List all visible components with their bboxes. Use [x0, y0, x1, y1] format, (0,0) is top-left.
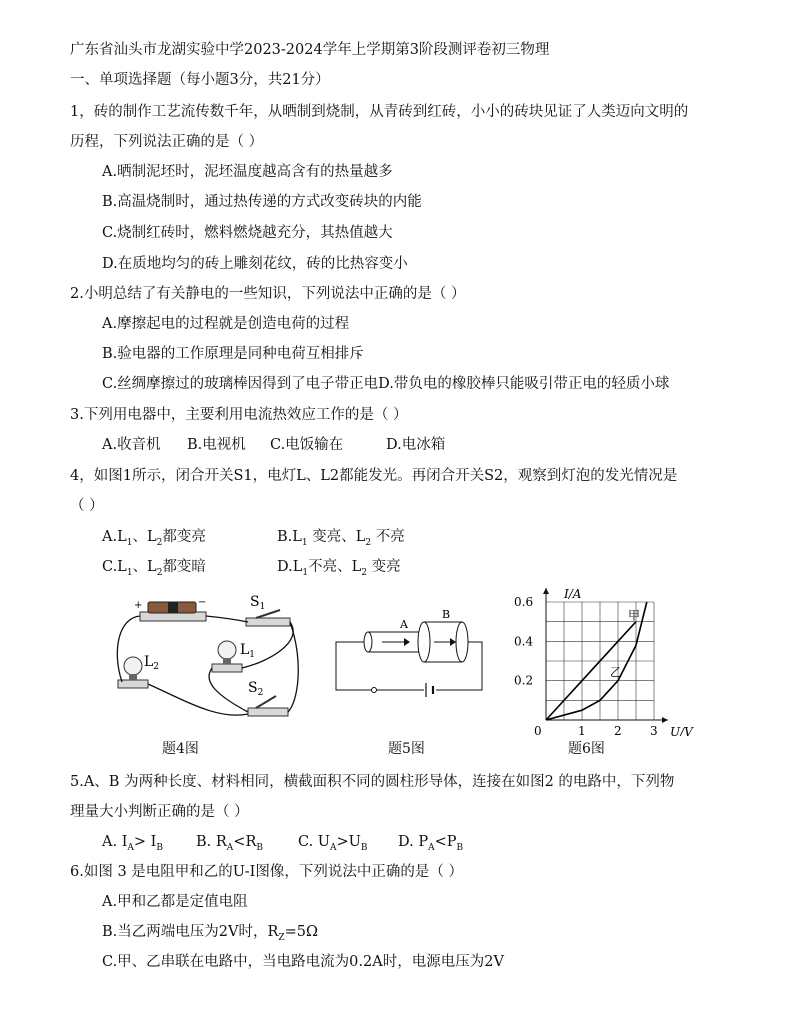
q5-option-c: C. $U_A>U_B$ — [298, 834, 368, 853]
q6-stem: 6.如图 3 是电阻甲和乙的U-I图像，下列说法中正确的是（ ） — [70, 864, 463, 880]
q1-option-d: D.在质地均匀的砖上雕刻花纹，砖的比热容变小 — [102, 256, 408, 272]
figure-5-circuit — [330, 608, 490, 698]
q3-option-b: B.电视机 — [187, 437, 246, 453]
figure-4-circuit — [108, 592, 308, 722]
wire — [242, 622, 293, 668]
x-tick-label: 1 — [578, 724, 586, 736]
q3-option-c: C.电饭输在 — [270, 437, 344, 453]
series-label: 乙 — [610, 665, 623, 680]
switch-s1-label: $S_1$ — [250, 594, 266, 612]
q4-stem-line2: （ ） — [70, 498, 104, 514]
q5-option-b: B. $R_A<R_B$ — [196, 834, 263, 853]
label-a: A — [400, 618, 408, 631]
y-tick-label: 0.6 — [514, 595, 534, 609]
battery-minus: − — [198, 597, 207, 608]
series-label: 甲 — [628, 608, 641, 623]
q1-stem-line2: 历程，下列说法正确的是（ ） — [70, 134, 264, 150]
lamp-l2-bulb — [124, 657, 142, 675]
figure-6-caption: 题6图 — [568, 741, 605, 757]
switch-s2-label: $S_2$ — [248, 680, 264, 698]
lamp-l2-label: $L_2$ — [144, 654, 160, 672]
q6-option-c: C.甲、乙串联在电路中，当电路电流为0.2A时，电源电压为2V — [102, 954, 504, 970]
wire — [209, 668, 248, 712]
figure-5-caption: 题5图 — [388, 741, 425, 757]
q6-option-a: A.甲和乙都是定值电阻 — [102, 894, 248, 910]
q1-option-b: B.高温烧制时，通过热传递的方式改变砖块的内能 — [102, 194, 422, 210]
q5-stem-line2: 理量大小判断正确的是（ ） — [70, 804, 249, 820]
lamp-l1-base — [212, 664, 242, 672]
switch-s2-base — [248, 708, 288, 716]
q4-option-d: $D.L_1$不亮、$L_2$ 变亮 — [277, 559, 401, 578]
figure-6-chart — [510, 586, 700, 736]
q2-option-a: A.摩擦起电的过程就是创造电荷的过程 — [102, 316, 350, 332]
q6-option-b: B.当乙两端电压为2V时，$R_Z=5\Omega$ — [102, 924, 319, 943]
q4-option-c: $C.L_1$、$L_2$都变暗 — [102, 559, 206, 578]
q1-option-a: A.晒制泥坯时，泥坯温度越高含有的热量越多 — [102, 164, 393, 180]
q5-option-d: D. $P_A<P_B$ — [398, 834, 464, 853]
lamp-l1-bulb — [218, 641, 236, 659]
q1-option-c: C.烧制红砖时，燃料燃烧越充分，其热值越大 — [102, 225, 393, 241]
q4-option-b: $B.L_1$ 变亮、$L_2$ 不亮 — [277, 529, 405, 548]
page-title: 广东省汕头市龙湖实验中学2023-2024学年上学期第3阶段测评卷初三物理 — [70, 42, 550, 58]
q3-option-d: D.电冰箱 — [386, 437, 446, 453]
x-axis-label: U/V — [670, 725, 693, 736]
wire — [206, 616, 248, 622]
y-axis-label: I/A — [564, 587, 582, 601]
q4-option-a: $A.L_1$、$L_2$都变亮 — [102, 529, 206, 548]
wire — [148, 684, 248, 715]
q1-stem-line1: 1，砖的制作工艺流传数千年，从晒制到烧制，从青砖到红砖，小小的砖块见证了人类迈向文明的 — [70, 104, 689, 120]
x-tick-label: 2 — [614, 724, 622, 736]
switch-s1-base — [246, 618, 290, 626]
x-axis-arrow — [662, 717, 668, 723]
section-heading: 一、单项选择题（每小题3分，共21分） — [70, 72, 330, 88]
q3-option-a: A.收音机 — [102, 437, 161, 453]
x-tick-label: 3 — [650, 724, 658, 736]
q3-stem: 3.下列用电器中，主要利用电流热效应工作的是（ ） — [70, 407, 408, 423]
lamp-l2-base — [118, 680, 148, 688]
x-tick-label: 0 — [534, 724, 542, 736]
lamp-l1-label: $L_1$ — [240, 642, 256, 660]
q5-stem-line1: 5.A、B 为两种长度、材料相同，横截面积不同的圆柱形导体，连接在如图2 的电路中，下列物 — [70, 774, 675, 790]
q4-stem-line1: 4，如图1所示，闭合开关S1，电灯L、L2都能发光。再闭合开关S2，观察到灯泡的发光情况是 — [70, 468, 678, 484]
y-tick-label: 0.2 — [514, 673, 534, 688]
y-axis-arrow — [543, 588, 549, 594]
y-tick-label: 0.4 — [514, 634, 534, 649]
switch-dot — [372, 688, 377, 693]
q5-option-a: A. $I_A> I_B$ — [102, 834, 164, 853]
q2-option-cd: C.丝绸摩擦过的玻璃棒因得到了电子带正电D.带负电的橡胶棒只能吸引带正电的轻质小球 — [102, 376, 670, 392]
q2-stem: 2.小明总结了有关静电的一些知识，下列说法中正确的是（ ） — [70, 286, 466, 302]
figure-4-caption: 题4图 — [162, 741, 199, 757]
battery-plus: + — [134, 600, 143, 611]
label-b: B — [442, 608, 451, 621]
q2-option-b: B.验电器的工作原理是同种电荷互相排斥 — [102, 346, 364, 362]
